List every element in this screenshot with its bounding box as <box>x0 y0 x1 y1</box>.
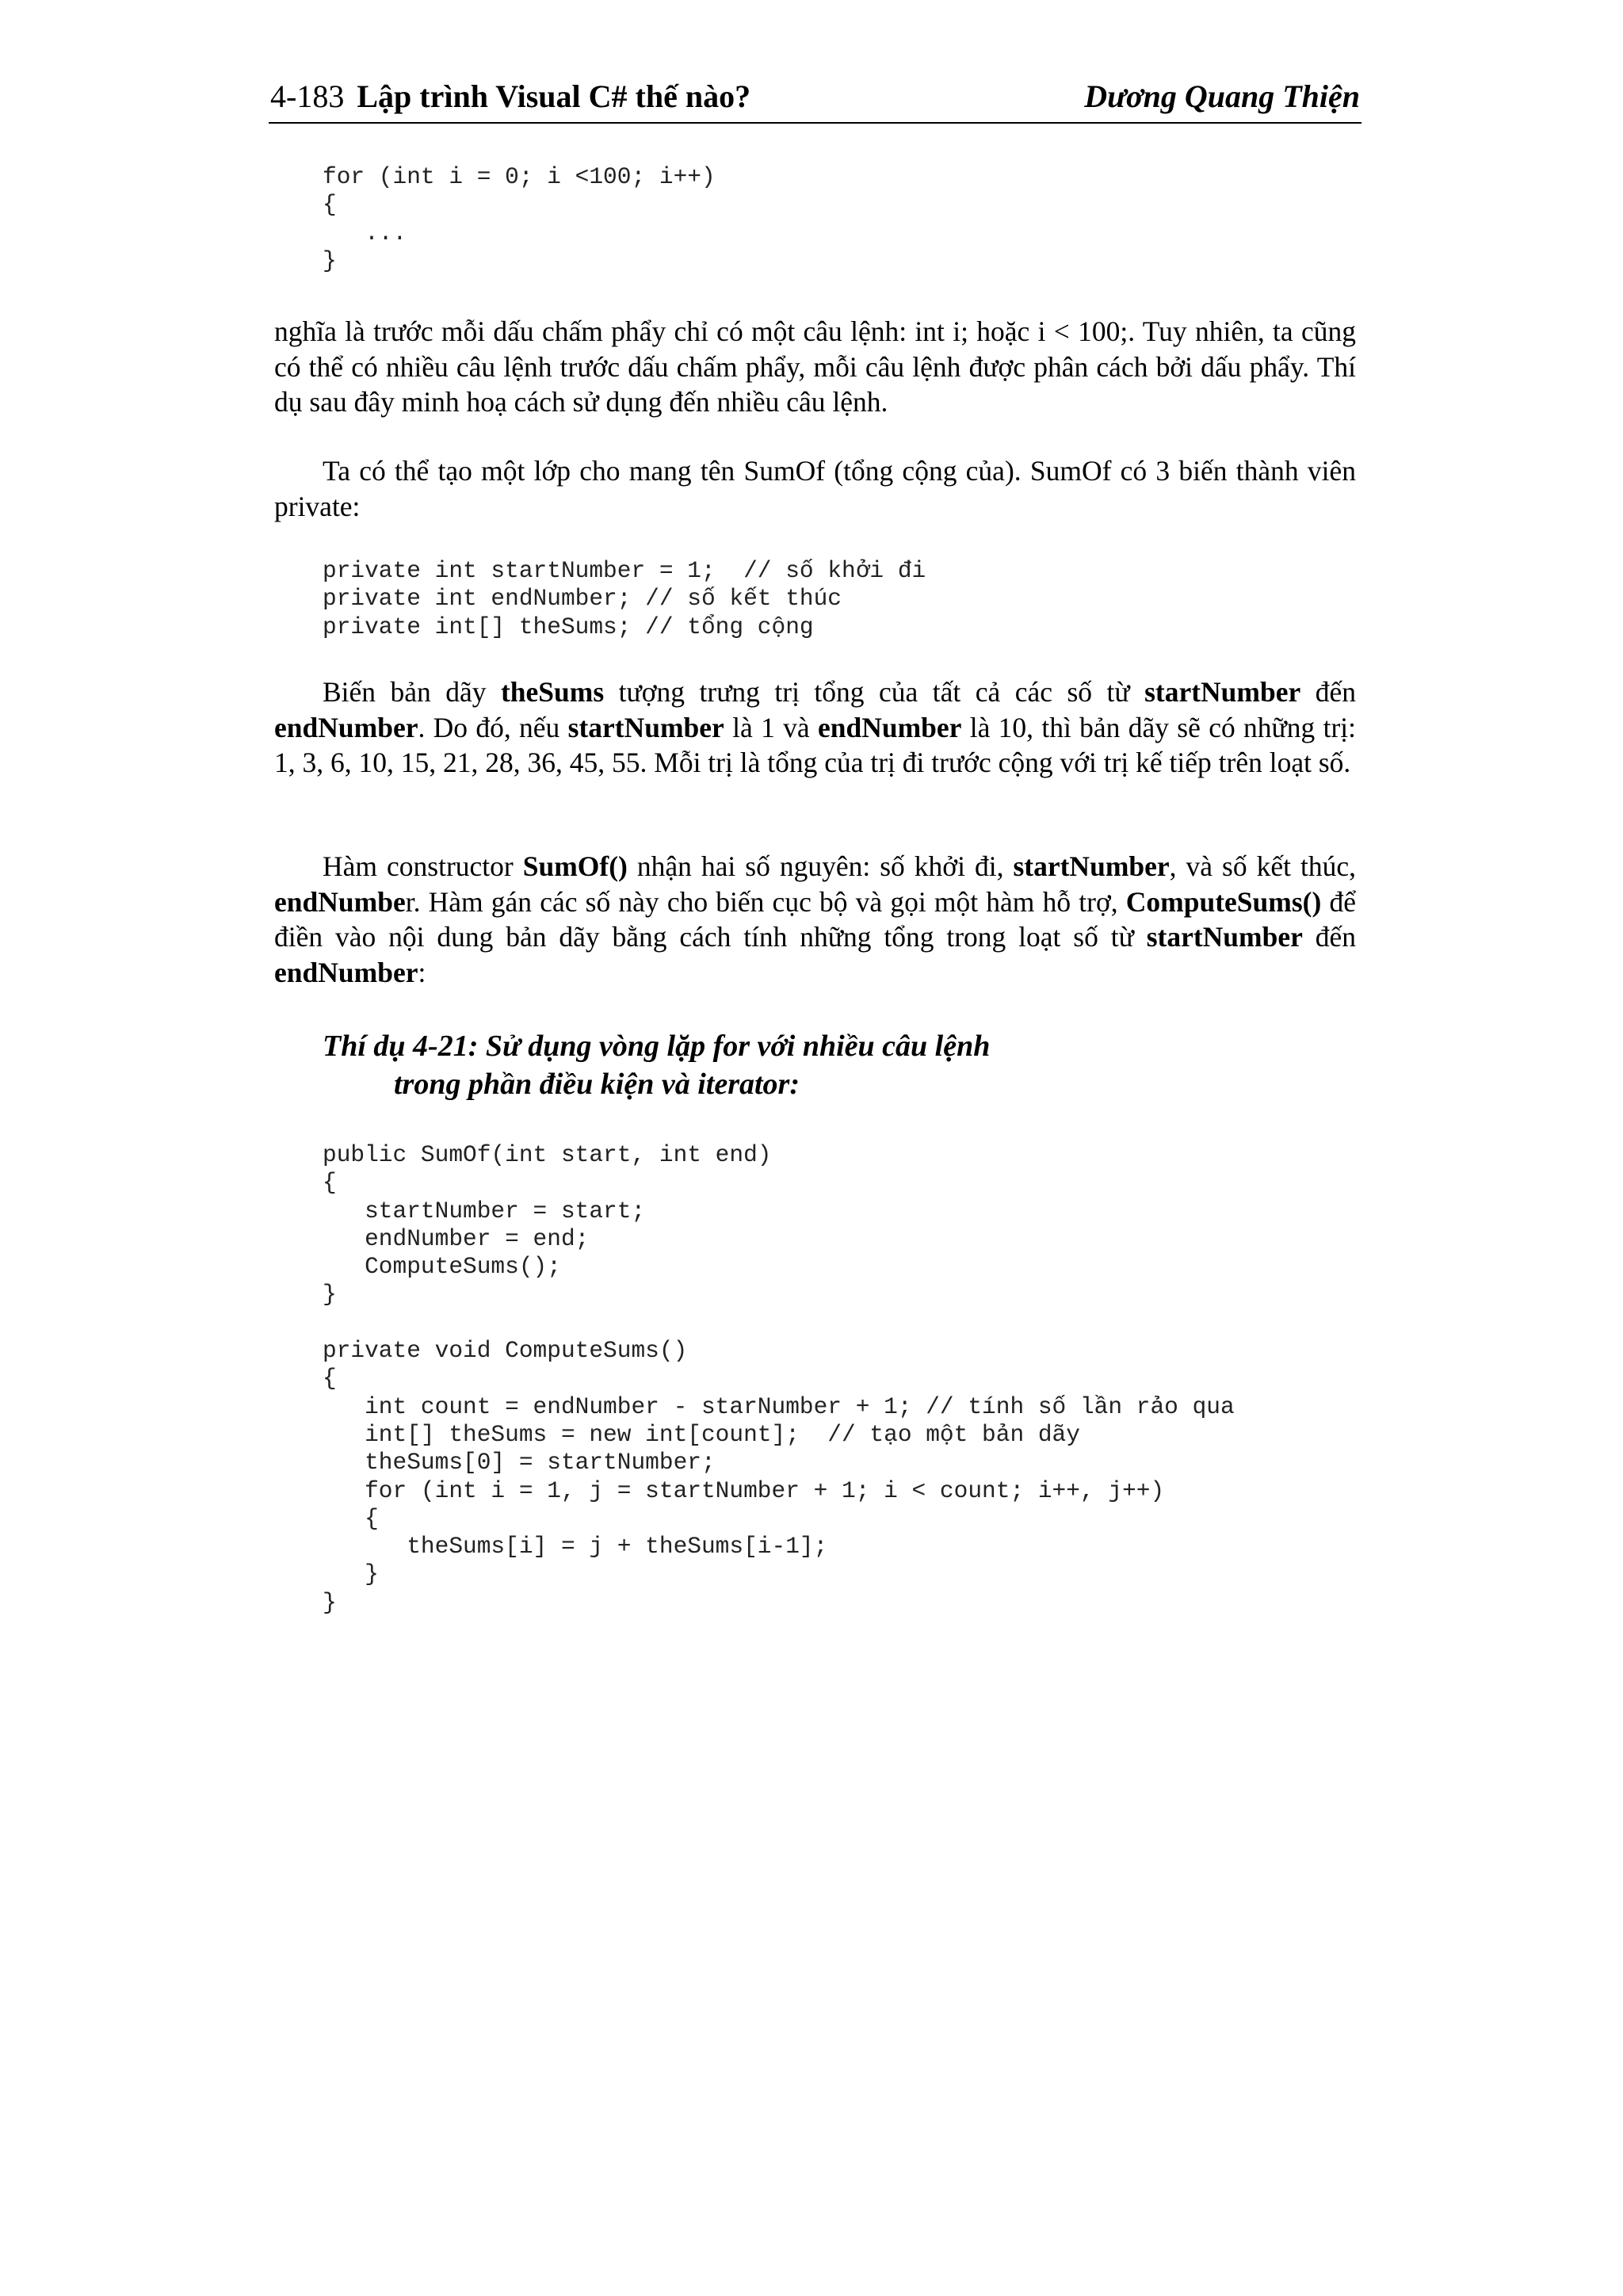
text-run: Biến bản dãy <box>323 676 501 708</box>
example-heading <box>323 1027 990 1103</box>
example-heading-line-2: trong phần điều kiện và iterator: <box>394 1068 800 1101</box>
book-title: Lập trình Visual C# thế nào? <box>357 78 751 114</box>
text-run: nhận hai số nguyên: số khởi đi, <box>627 850 1014 882</box>
text-run: đến <box>1300 676 1356 708</box>
code-block-members: private int startNumber = 1; // số khởi đi private int endNumber; // số kết thúc private int[] theSums; // tổng cộng <box>323 557 926 640</box>
bold-term: endNumber <box>817 711 962 743</box>
bold-term: SumOf() <box>522 850 628 882</box>
bold-term: endNumber <box>274 711 418 743</box>
code-block-example: public SumOf(int start, int end) { startNumber = start; endNumber = end; ComputeSums(); } private void ComputeSums() { int count = endNumber - starNumber + 1; // tính số lần rảo qua int[] theSums = new int[count]; // tạo một bản dãy theSums[0] = startNumber; for (int i = 1, j = startNumber + 1; i < count; i++, j++) { theSums[i] = j + theSums[i-1]; } } <box>323 1141 1235 1616</box>
author-name: Dương Quang Thiện <box>1084 78 1360 114</box>
text-run: . Do đó, nếu <box>418 711 568 743</box>
bold-term: theSums <box>500 676 605 708</box>
bold-term: startNumber <box>1146 921 1303 953</box>
text-run: tượng trưng trị tổng của tất cả các số từ <box>604 676 1145 708</box>
text-run: đến <box>1302 921 1356 953</box>
bold-term: endNumbe <box>274 885 406 918</box>
bold-term: startNumber <box>1144 676 1301 708</box>
bold-term: startNumber <box>567 711 724 743</box>
paragraph-constructor <box>274 849 1356 991</box>
text-run: là 1 và <box>724 711 818 743</box>
bold-term: endNumber <box>274 957 418 989</box>
page-number: 4-183 <box>270 78 345 114</box>
code-block-for-loop: for (int i = 0; i <100; i++) { ... } <box>323 163 716 274</box>
page-header <box>269 74 1361 124</box>
paragraph-sumof-class <box>274 453 1356 524</box>
paragraph-text: nghĩa là trước mỗi dấu chấm phẩy chỉ có một câu lệnh: int i; hoặc i < 100;. Tuy nhiên, ta cũng có thể có nhiều câu lệnh trước dấu chấm phẩy, mỗi câu lệnh được phân cách bởi dấu phẩy. Thí dụ sau đây minh hoạ cách sử dụng đến nhiều câu lệnh. <box>274 315 1356 418</box>
paragraph-text: Ta có thể tạo một lớp cho mang tên SumOf (tổng cộng của). SumOf có 3 biến thành viên private: <box>274 455 1356 522</box>
text-run: Hàm constructor <box>323 850 523 882</box>
header-left <box>270 74 750 119</box>
paragraph-thesums <box>274 674 1356 781</box>
bold-term: ComputeSums() <box>1125 885 1322 918</box>
text-run: r. Hàm gán các số này cho biến cục bộ và gọi một hàm hỗ trợ, <box>405 885 1126 918</box>
paragraph-semicolon-note <box>274 314 1356 420</box>
bold-term: startNumber <box>1013 850 1170 882</box>
text-run: để điền vào nội dung bản dãy bằng cách tính những tổng trong loạt số từ <box>274 885 1356 953</box>
example-heading-line-1: Thí dụ 4-21: Sử dụng vòng lặp for với nhiều câu lệnh <box>323 1030 991 1063</box>
text-run: là 10, thì bản dãy sẽ có những trị: 1, 3, 6, 10, 15, 21, 28, 36, 45, 55. Mỗi trị là tổng của trị đi trước cộng với trị kế tiếp trên loạt số. <box>274 711 1356 779</box>
text-run: : <box>418 957 426 989</box>
text-run: , và số kết thúc, <box>1169 850 1357 882</box>
